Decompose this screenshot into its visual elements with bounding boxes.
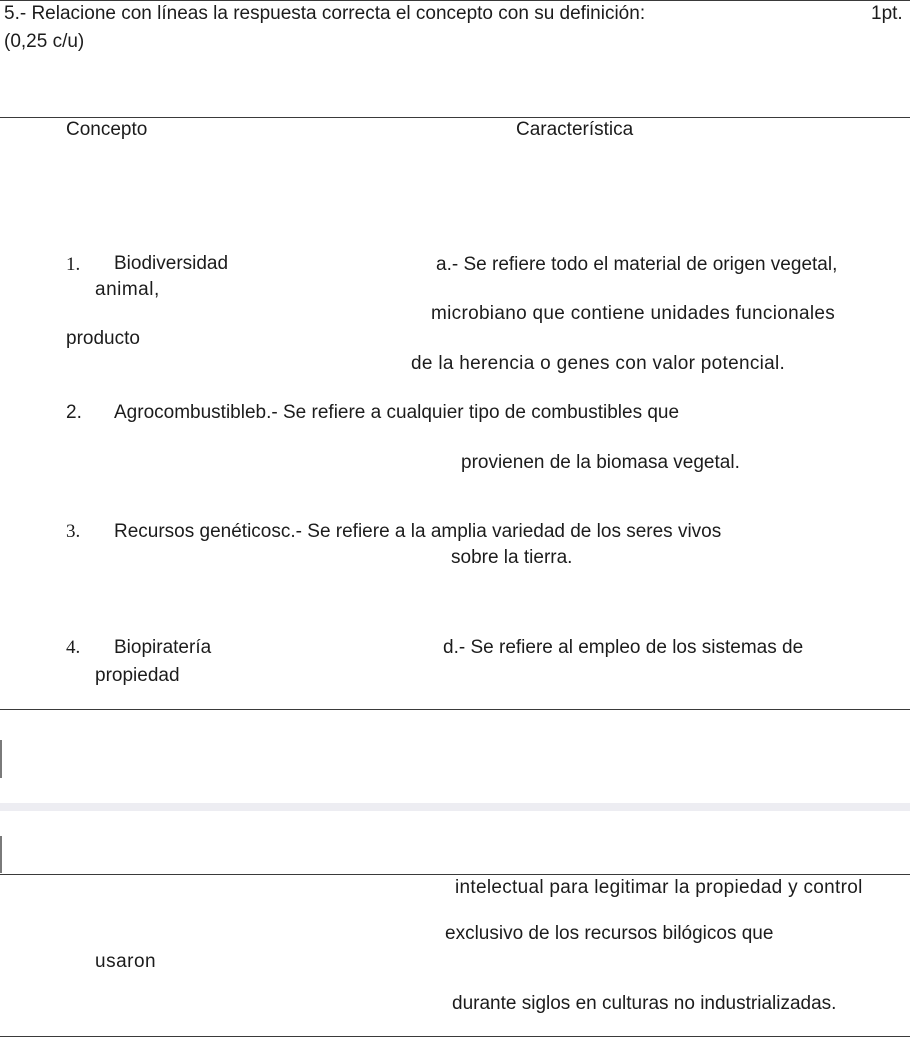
definition-text: usaron bbox=[95, 951, 157, 972]
page-top-rule bbox=[0, 874, 910, 875]
page-bottom-rule bbox=[0, 709, 910, 710]
definition-a[interactable] bbox=[436, 253, 837, 277]
question-title: 5.- Relacione con líneas la respuesta correcta el concepto con su definición: bbox=[4, 3, 646, 24]
definition-text: provienen de la biomasa vegetal. bbox=[461, 452, 740, 473]
definition-text: de la herencia o genes con valor potencial. bbox=[411, 353, 786, 374]
item-number: 1. bbox=[66, 254, 81, 275]
definition-text: propiedad bbox=[95, 665, 180, 686]
concept-biopirateria[interactable]: Biopiratería bbox=[114, 637, 212, 658]
item-2-row bbox=[114, 401, 679, 425]
definition-letter[interactable]: b.- bbox=[255, 402, 278, 423]
definition-text: Se refiere al empleo de los sistemas de bbox=[470, 637, 804, 658]
bottom-rule bbox=[0, 1036, 910, 1037]
definition-text: intelectual para legitimar la propiedad y control bbox=[455, 877, 863, 898]
definition-text: animal, bbox=[95, 279, 160, 300]
concept-recursos-geneticos[interactable]: Recursos genéticos bbox=[114, 521, 281, 542]
page-edge-marker bbox=[0, 740, 2, 778]
definition-text: Se refiere a la amplia variedad de los seres vivos bbox=[307, 521, 722, 542]
points-label: 1pt. bbox=[871, 3, 903, 24]
page-break-gap bbox=[0, 803, 910, 811]
definition-letter: a.- bbox=[436, 254, 459, 275]
concept-agrocombustible[interactable]: Agrocombustible bbox=[114, 402, 256, 423]
definition-text: producto bbox=[66, 328, 140, 349]
item-3-row bbox=[114, 520, 721, 544]
concept-biodiversidad[interactable]: Biodiversidad bbox=[114, 253, 229, 274]
item-number: 2. bbox=[66, 402, 82, 423]
definition-text: Se refiere a cualquier tipo de combustibles que bbox=[283, 402, 680, 423]
definition-d[interactable] bbox=[443, 636, 803, 660]
top-rule bbox=[0, 0, 910, 1]
page-edge-marker bbox=[0, 836, 2, 873]
definition-text: sobre la tierra. bbox=[451, 547, 573, 568]
definition-text: Se refiere todo el material de origen vegetal, bbox=[463, 254, 838, 275]
definition-text: exclusivo de los recursos bilógicos que bbox=[445, 923, 774, 944]
definition-letter: d.- bbox=[443, 637, 466, 658]
value-per-item: (0,25 c/u) bbox=[4, 31, 85, 52]
definition-text: microbiano que contiene unidades funcionales bbox=[431, 303, 836, 324]
column-header-concept: Concepto bbox=[66, 119, 148, 140]
column-header-characteristic: Característica bbox=[516, 119, 634, 140]
item-number: 3. bbox=[66, 521, 81, 542]
definition-text: durante siglos en culturas no industrializadas. bbox=[452, 993, 837, 1014]
item-number: 4. bbox=[66, 637, 81, 658]
definition-letter[interactable]: c.- bbox=[280, 521, 302, 542]
